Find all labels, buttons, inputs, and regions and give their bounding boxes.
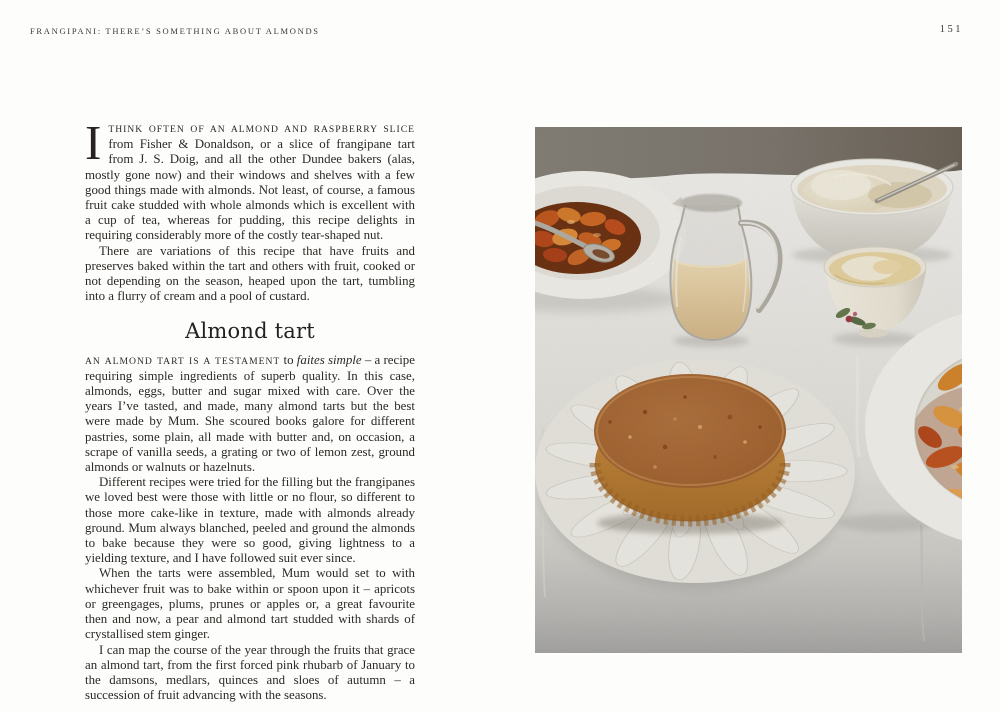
recipe-opening-connector: to <box>283 352 294 367</box>
page-number: 151 <box>939 24 963 35</box>
intro-section <box>85 115 415 304</box>
intro-paragraph-1-text: from Fisher & Donaldson, or a slice of frangipane tart from J. S. Doig, and all the other Dundee bakers (alas, mostly gone now) and their windows and shelves with a few good things made with almonds. Not least, of course, a famous fruit cake studded with whole almonds which is excellent with a cup of tea, whereas for pudding, this recipe delights in requiring considerably more of the costly tear-shaped nut. <box>85 137 415 243</box>
drop-cap: I <box>85 115 102 170</box>
recipe-paragraph-4: I can map the course of the year through the fruits that grace an almond tart, from the first forced pink rhubarb of January to the damsons, medlars, quinces and sloes of autumn – a succession of fruit advancing with the seasons. <box>85 642 415 703</box>
photo-grain-overlay <box>535 127 962 653</box>
intro-paragraph-1 <box>85 115 415 244</box>
recipe-paragraph-3: When the tarts were assembled, Mum would set to with whichever fruit was to bake within or spoon upon it – apricots or greengages, plums, prunes or apples or, a great favourite then and now, a pear and almond tart studded with shards of crystallised stem ginger. <box>85 566 415 642</box>
recipe-paragraph-2: Different recipes were tried for the filling but the frangipanes we loved best were those with little or no flour, so different to those more cake-like in texture, made with almonds already ground. Mum always blanched, peeled and ground the almonds to bake because they were so good, giving lightness to a yielding texture, and I have followed suit ever since. <box>85 475 415 566</box>
recipe-opening-italic: faites simple <box>296 352 362 367</box>
intro-opening-caps: THINK OFTEN OF AN ALMOND AND RASPBERRY SLICE <box>108 124 415 135</box>
recipe-section <box>85 353 415 704</box>
food-photograph <box>535 127 962 653</box>
left-page-text-column <box>85 115 415 703</box>
recipe-paragraph-1 <box>85 353 415 476</box>
recipe-heading: Almond tart <box>185 319 315 344</box>
recipe-opening-caps: AN ALMOND TART IS A TESTAMENT <box>85 355 281 367</box>
running-header: FRANGIPANI: THERE’S SOMETHING ABOUT ALMONDS <box>30 26 320 36</box>
recipe-paragraph-1-text: – a recipe requiring simple ingredients of superb quality. In this case, almonds, eggs, butter and sugar mixed with care. Over the years I’ve tasted, and made, many almond tarts but the best were made by Mum. She scoured books galore for different pastries, some plain, all made with butter and, on occasion, a scrape of vanilla seeds, a grating or two of lemon zest, ground almonds or walnuts or hazelnuts. <box>85 352 415 475</box>
photo-illustration <box>535 127 962 653</box>
intro-paragraph-2: There are variations of this recipe that have fruits and preserves baked within the tart and others with fruit, cooked or not depending on the season, heaped upon the tart, tumbling into a flurry of cream and a pool of custard. <box>85 243 415 304</box>
